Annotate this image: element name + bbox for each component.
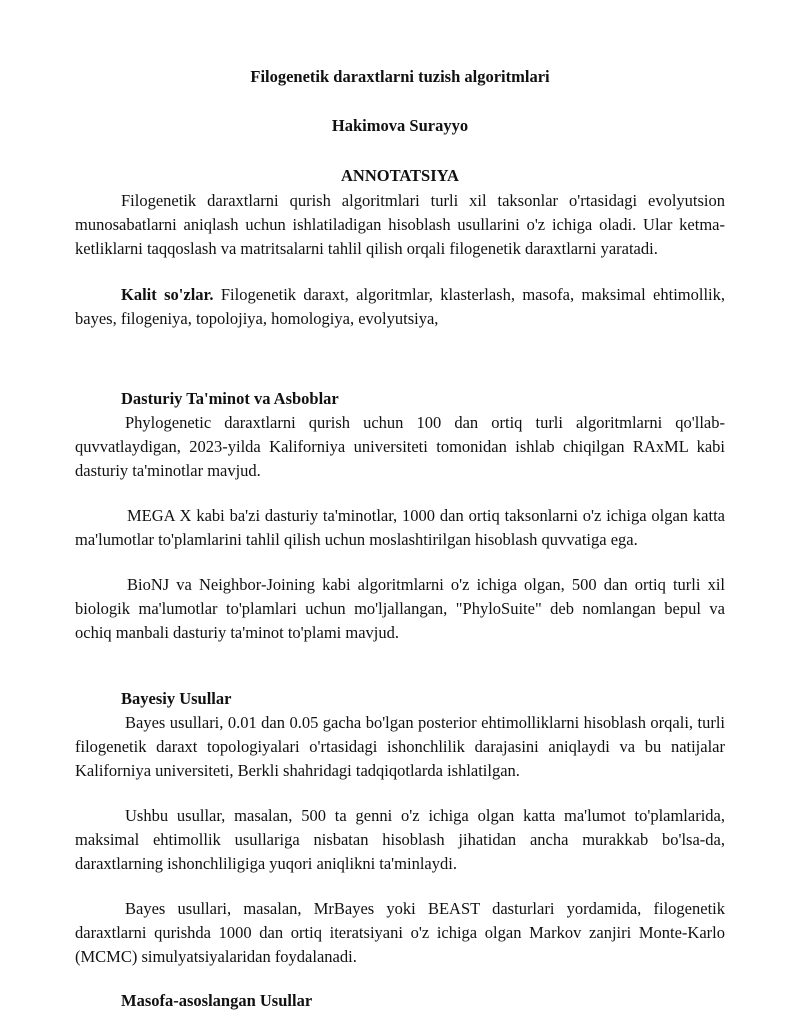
annotation-heading: ANNOTATSIYA: [341, 166, 459, 185]
paragraph-software-3: BioNJ va Neighbor-Joining kabi algoritmlarni o'z ichiga olgan, 500 dan ortiq turli xil biologik ma'lumotlar to'plamlari uchun mo'ljallangan, "PhyloSuite" deb nomlangan bepul va ochiq manbali dasturiy ta'minot to'plami mavjud.: [75, 575, 725, 642]
paragraph-bayesian-1: Bayes usullari, 0.01 dan 0.05 gacha bo'lgan posterior ehtimolliklarni hisoblash orqali, turli filogenetik daraxt topologiyalari o'rtasidagi ishonchlilik darajasini aniqlaydi va bu natijalar Kaliforniya universiteti, Berkli shahridagi tadqiqotlarda ishlatilgan.: [75, 713, 725, 780]
keywords-paragraph: [75, 283, 725, 331]
annotation-paragraph: Filogenetik daraxtlarni qurish algoritmlari turli xil taksonlar o'rtasidagi evolyutsion munosabatlarni aniqlash uchun ishlatiladigan hisoblash usullarini o'z ichiga oladi. Ular ketma-ketliklarni taqqoslash va matritsalarni tahlil qilish orqali filogenetik daraxtlarni yaratadi.: [75, 191, 725, 258]
section-heading-distance: Masofa-asoslangan Usullar: [121, 991, 313, 1010]
section-heading-bayesian: Bayesiy Usullar: [121, 689, 232, 708]
paragraph-bayesian-3: Bayes usullari, masalan, MrBayes yoki BEAST dasturlari yordamida, filogenetik daraxtlarni qurishda 1000 dan ortiq iteratsiyani o'z ichiga olgan Markov zanjiri Monte-Karlo (MCMC) simulyatsiyalaridan foydalanadi.: [75, 899, 725, 966]
paragraph-software-2: MEGA X kabi ba'zi dasturiy ta'minotlar, 1000 dan ortiq taksonlarni o'z ichiga olgan katta ma'lumotlar to'plamlarini tahlil qilish uchun moslashtirilgan hisoblash quvvatiga ega.: [75, 506, 725, 549]
keywords-list: Filogenetik daraxt, algoritmlar, klasterlash, masofa, maksimal ehtimollik, bayes, filogeniya, topolojiya, homologiya, evolyutsiya,: [75, 285, 725, 328]
section-heading-software: Dasturiy Ta'minot va Asboblar: [121, 389, 339, 408]
keywords-label: Kalit so'zlar.: [121, 285, 214, 304]
paragraph-software-1: Phylogenetic daraxtlarni qurish uchun 100 dan ortiq turli algoritmlarni qo'llab-quvvatlaydigan, 2023-yilda Kaliforniya universiteti tomonidan ishlab chiqilgan RAxML kabi dasturiy ta'minotlar mavjud.: [75, 413, 725, 480]
paragraph-bayesian-2: Ushbu usullar, masalan, 500 ta genni o'z ichiga olgan katta ma'lumot to'plamlarida, maksimal ehtimollik usullariga nisbatan hisoblash jihatidan ancha murakkab bo'lsa-da, daraxtlarning ishonchliligiga yuqori aniqlikni ta'minlaydi.: [75, 806, 725, 873]
document-title: Filogenetik daraxtlarni tuzish algoritmlari: [250, 67, 550, 86]
author-name: Hakimova Surayyo: [331, 116, 469, 135]
